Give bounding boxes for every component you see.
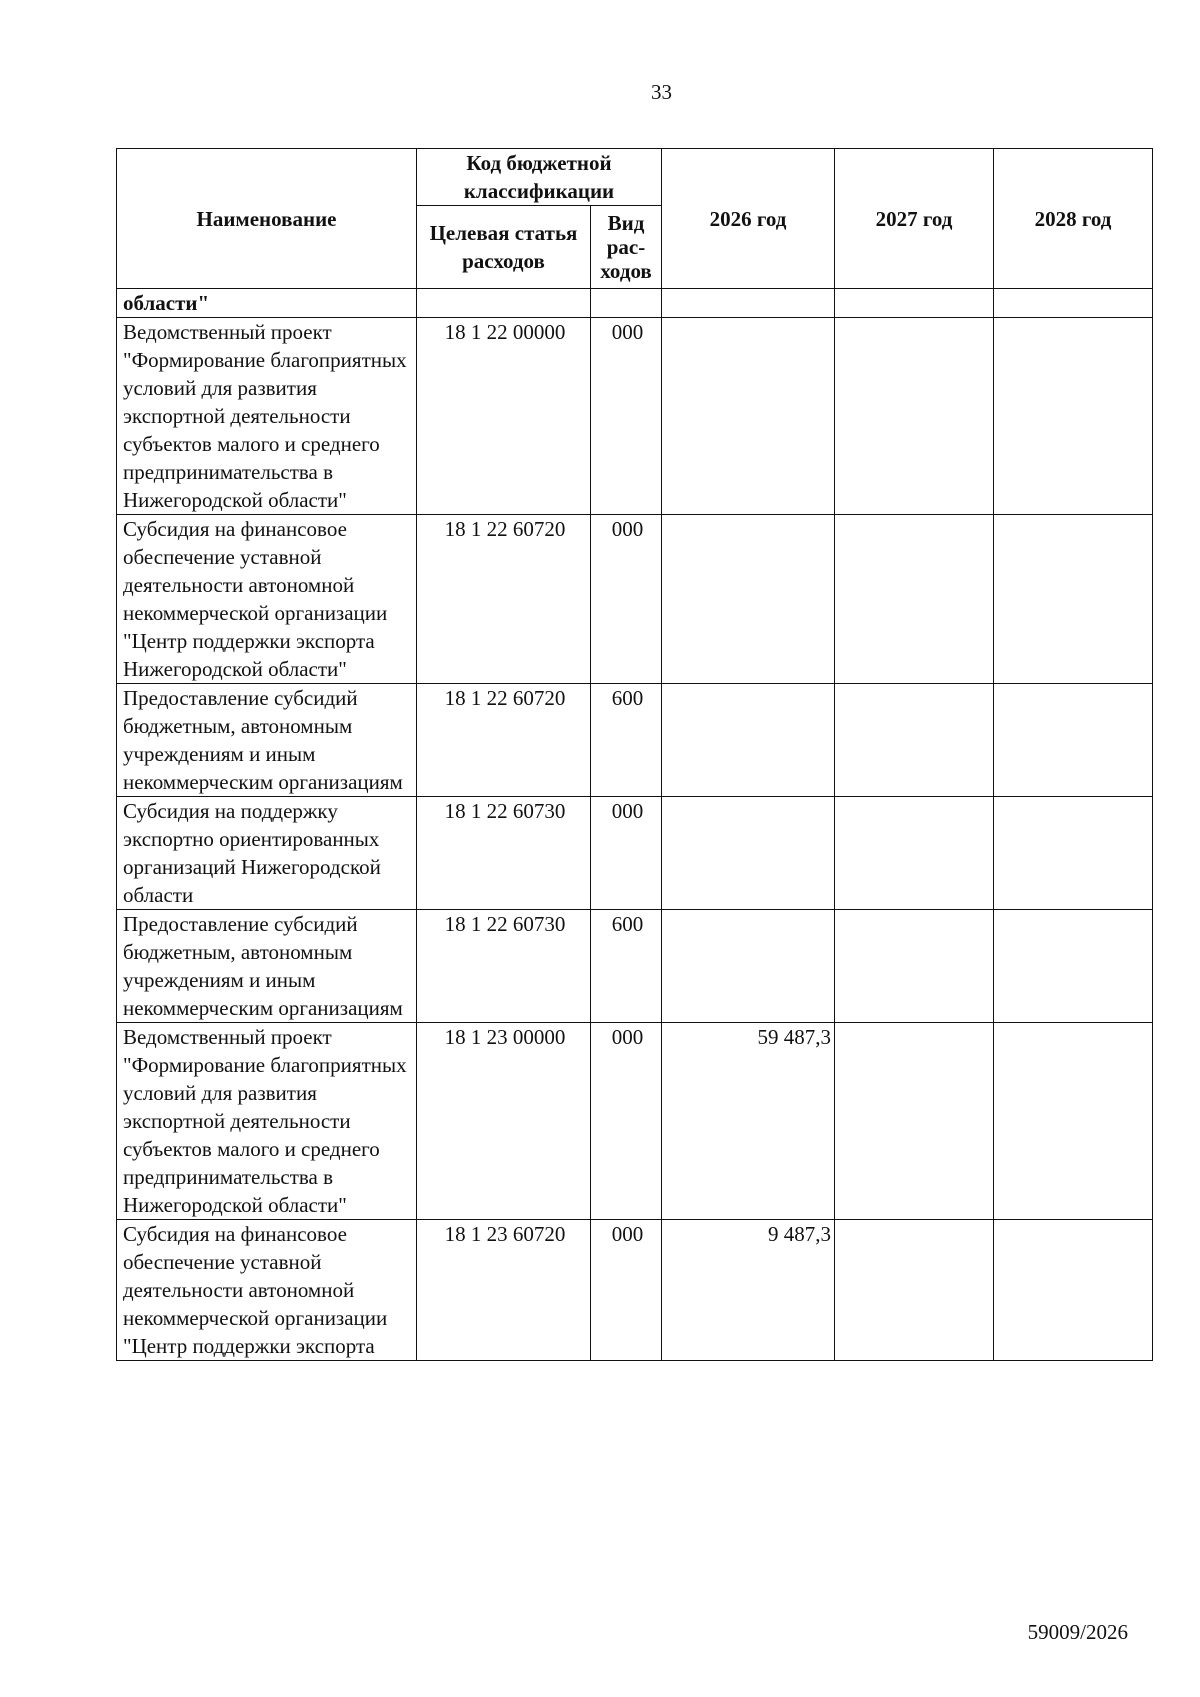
row-expense-kind: 600 (591, 684, 662, 797)
row-2027-amount (835, 318, 994, 515)
row-target-code (417, 289, 591, 318)
row-2027-amount (835, 684, 994, 797)
row-2028-amount (994, 797, 1153, 910)
row-2027-amount (835, 797, 994, 910)
table-row (117, 289, 1153, 318)
row-2026-amount (662, 515, 835, 684)
table-row (117, 1220, 1153, 1361)
row-2027-amount (835, 910, 994, 1023)
row-2028-amount (994, 910, 1153, 1023)
row-2027-amount (835, 1023, 994, 1220)
header-expense-kind: Вид рас- ходов (591, 206, 662, 289)
header-2026: 2026 год (662, 149, 835, 289)
row-name: Предоставление субсидий бюджетным, автономным учреждениям и иным некоммерческим организациям (117, 910, 417, 1023)
row-2028-amount (994, 1220, 1153, 1361)
budget-table (116, 148, 1153, 1361)
row-name: Ведомственный проект "Формирование благоприятных условий для развития экспортной деятельности субъектов малого и среднего предпринимательства в Нижегородской области" (117, 1023, 417, 1220)
table-row (117, 797, 1153, 910)
row-expense-kind: 000 (591, 318, 662, 515)
row-expense-kind: 000 (591, 1220, 662, 1361)
row-name: Предоставление субсидий бюджетным, автономным учреждениям и иным некоммерческим организациям (117, 684, 417, 797)
row-2028-amount (994, 289, 1153, 318)
row-expense-kind: 000 (591, 797, 662, 910)
header-target-article: Целевая статья расходов (417, 206, 591, 289)
row-2026-amount (662, 910, 835, 1023)
row-target-code: 18 1 22 60720 (417, 684, 591, 797)
row-2026-amount: 59 487,3 (662, 1023, 835, 1220)
table-row (117, 910, 1153, 1023)
table-row (117, 1023, 1153, 1220)
row-2027-amount (835, 515, 994, 684)
row-2026-amount (662, 318, 835, 515)
page-number: 33 (651, 80, 672, 104)
row-target-code: 18 1 23 60720 (417, 1220, 591, 1361)
row-target-code: 18 1 23 00000 (417, 1023, 591, 1220)
row-expense-kind: 600 (591, 910, 662, 1023)
document-registration-number: 59009/2026 (1027, 1620, 1128, 1644)
table-row (117, 318, 1153, 515)
row-2027-amount (835, 289, 994, 318)
row-target-code: 18 1 22 60720 (417, 515, 591, 684)
row-2028-amount (994, 1023, 1153, 1220)
row-2026-amount (662, 797, 835, 910)
row-target-code: 18 1 22 60730 (417, 910, 591, 1023)
row-target-code: 18 1 22 60730 (417, 797, 591, 910)
row-target-code: 18 1 22 00000 (417, 318, 591, 515)
row-name: Субсидия на поддержку экспортно ориентированных организаций Нижегородской области (117, 797, 417, 910)
table-row (117, 515, 1153, 684)
row-expense-kind (591, 289, 662, 318)
row-expense-kind: 000 (591, 515, 662, 684)
row-2026-amount (662, 684, 835, 797)
row-2026-amount (662, 289, 835, 318)
header-2028: 2028 год (994, 149, 1153, 289)
row-2027-amount (835, 1220, 994, 1361)
row-name: Субсидия на финансовое обеспечение уставной деятельности автономной некоммерческой организации "Центр поддержки экспорта Нижегородской области" (117, 515, 417, 684)
header-name: Наименование (117, 149, 417, 289)
row-2028-amount (994, 515, 1153, 684)
row-2026-amount: 9 487,3 (662, 1220, 835, 1361)
row-name: Субсидия на финансовое обеспечение уставной деятельности автономной некоммерческой организации "Центр поддержки экспорта (117, 1220, 417, 1361)
row-2028-amount (994, 684, 1153, 797)
row-name: Ведомственный проект "Формирование благоприятных условий для развития экспортной деятельности субъектов малого и среднего предпринимательства в Нижегородской области" (117, 318, 417, 515)
header-2027: 2027 год (835, 149, 994, 289)
table-row (117, 684, 1153, 797)
header-code-group: Код бюджетной классификации (417, 149, 662, 206)
row-name: области" (117, 289, 417, 318)
row-expense-kind: 000 (591, 1023, 662, 1220)
row-2028-amount (994, 318, 1153, 515)
